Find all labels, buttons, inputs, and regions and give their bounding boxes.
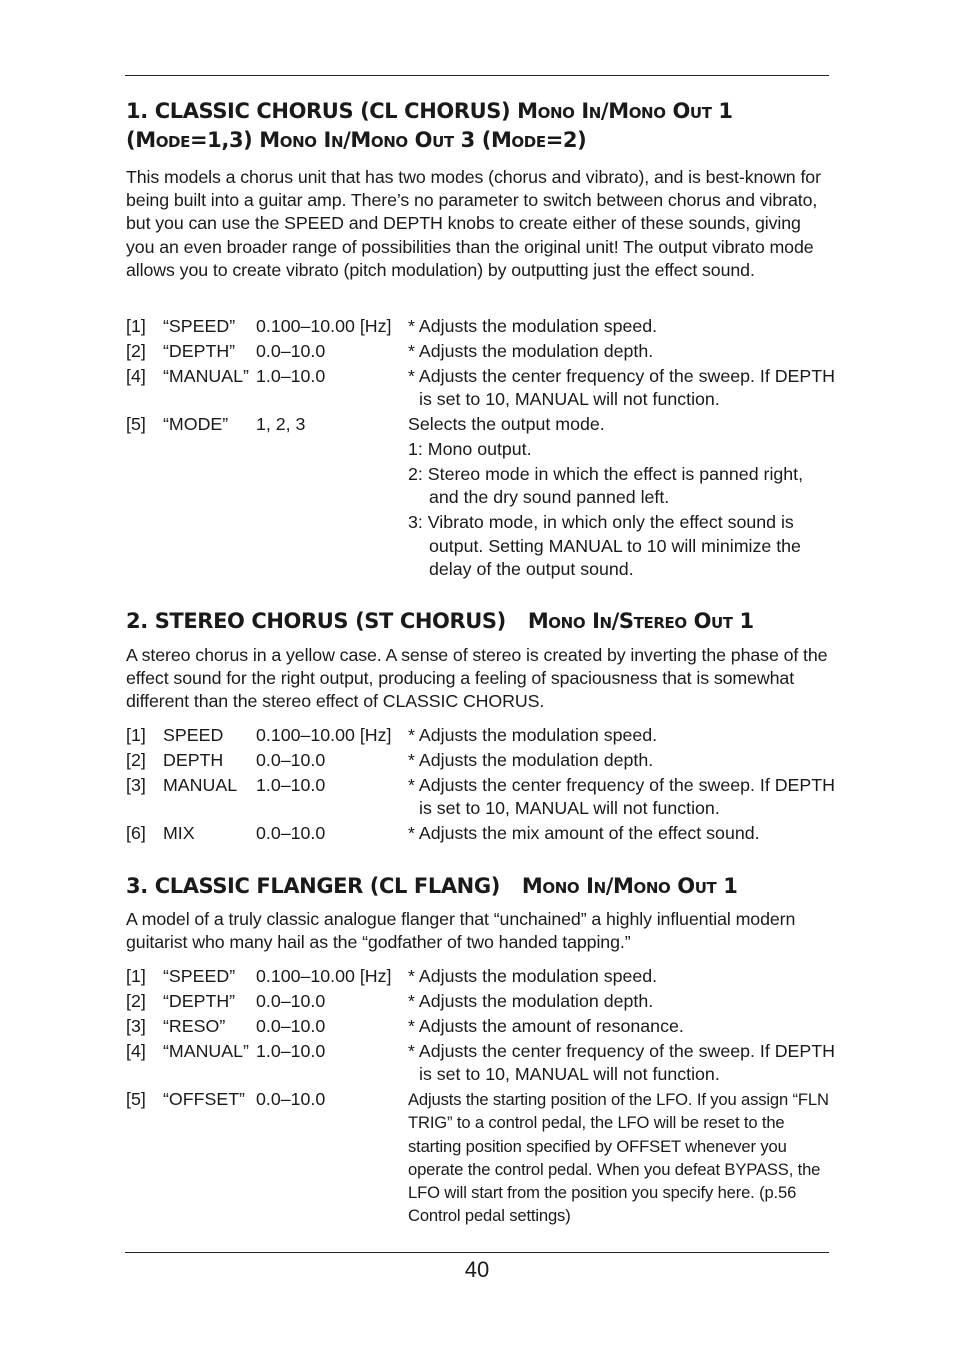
param-range: 0.0–10.0 xyxy=(256,1016,326,1036)
section-1-io-1: Mono In/Mono Out 1 xyxy=(517,99,733,123)
param-row xyxy=(126,749,836,772)
section-1-paren-2: ( xyxy=(474,128,491,152)
param-range: 1.0–10.0 xyxy=(256,366,326,386)
param-row xyxy=(126,1088,836,1227)
param-name: DEPTH xyxy=(163,750,224,770)
param-range: 0.0–10.0 xyxy=(256,991,326,1011)
param-row xyxy=(126,822,836,845)
param-name: MANUAL xyxy=(163,775,238,795)
param-desc: Adjusts the starting position of the LFO. If you assign “FLN TRIG” to a control pedal, the LFO will be reset to the starting position specified by OFFSET whenever you operate the control pedal. When you defeat BYPASS, the LFO will start from the position you specify here. (p.56 Control pedal settings) xyxy=(408,1090,829,1226)
param-number: [2] xyxy=(126,750,146,770)
param-name: SPEED xyxy=(163,725,224,745)
section-1-mode-label: Mode xyxy=(135,128,190,152)
param-range: 0.0–10.0 xyxy=(256,341,326,361)
param-desc: Selects the output mode. xyxy=(408,414,605,435)
param-range: 1, 2, 3 xyxy=(256,414,306,435)
param-desc: * Adjusts the mix amount of the effect sound. xyxy=(408,823,760,844)
param-row xyxy=(126,774,836,820)
section-2-params xyxy=(126,724,836,845)
section-1-heading xyxy=(126,97,830,155)
param-name: “DEPTH” xyxy=(163,991,236,1011)
param-number: [2] xyxy=(126,991,146,1011)
param-range: 0.0–10.0 xyxy=(256,1089,326,1110)
section-2-title: 2. STEREO CHORUS (ST CHORUS) xyxy=(126,609,506,633)
section-3-description: A model of a truly classic analogue flanger that “unchained” a highly influential modern guitarist who many hail as the “godfather of two handed tapping.” xyxy=(126,909,796,953)
section-1-title: 1. CLASSIC CHORUS (CL CHORUS) xyxy=(126,99,511,123)
param-row xyxy=(126,1015,836,1038)
param-range: 0.100–10.00 [Hz] xyxy=(256,966,392,986)
param-desc: * Adjusts the center frequency of the sweep. If DEPTH is set to 10, MANUAL will not function. xyxy=(408,366,835,410)
param-row xyxy=(126,965,836,988)
param-range: 1.0–10.0 xyxy=(256,1041,326,1061)
param-row xyxy=(126,315,836,338)
section-1-params xyxy=(126,315,836,581)
param-number: [2] xyxy=(126,341,146,361)
param-desc: * Adjusts the modulation speed. xyxy=(408,725,658,745)
mode-option: 2: Stereo mode in which the effect is panned right, and the dry sound panned left. xyxy=(408,464,804,508)
mode-option: 3: Vibrato mode, in which only the effect sound is output. Setting MANUAL to 10 will minimize the delay of the output sound. xyxy=(408,512,801,579)
param-number: [1] xyxy=(126,966,146,986)
param-name: “OFFSET” xyxy=(163,1089,245,1110)
param-number: [5] xyxy=(126,414,146,435)
section-2-io: Mono In/Stereo Out 1 xyxy=(527,609,754,633)
param-number: [1] xyxy=(126,316,146,336)
param-row xyxy=(126,1040,836,1086)
param-desc: * Adjusts the center frequency of the sweep. If DEPTH is set to 10, MANUAL will not function. xyxy=(408,775,835,819)
mode-option: 1: Mono output. xyxy=(408,439,532,460)
param-number: [6] xyxy=(126,823,146,844)
section-1-mode-label-2: Mode xyxy=(490,128,546,152)
section-3-title: 3. CLASSIC FLANGER (CL FLANG) xyxy=(126,874,500,898)
param-name: “MODE” xyxy=(163,414,229,435)
param-number: [1] xyxy=(126,725,146,745)
param-range: 0.0–10.0 xyxy=(256,750,326,770)
section-1-io-2: Mono In/Mono Out 3 xyxy=(259,128,475,152)
param-desc: * Adjusts the amount of resonance. xyxy=(408,1016,684,1036)
param-desc: * Adjusts the modulation speed. xyxy=(408,316,658,336)
param-desc: * Adjusts the modulation speed. xyxy=(408,966,658,986)
section-1-mode-values: =1,3) xyxy=(189,128,260,152)
param-row xyxy=(126,724,836,747)
section-3-params xyxy=(126,965,836,1227)
param-range: 0.0–10.0 xyxy=(256,823,326,844)
section-1-description: This models a chorus unit that has two modes (chorus and vibrato), and is best-known for being built into a guitar amp. There’s no parameter to switch between chorus and vibrato, but you can use the SPEED and DEPTH knobs to create either of these sounds, giving you an even broader range of possibilities than the original unit! The output vibrato mode allows you to create vibrato (pitch modulation) by outputting just the effect sound. xyxy=(126,167,821,280)
param-range: 0.100–10.00 [Hz] xyxy=(256,725,392,745)
section-1-mode-value-2: =2) xyxy=(545,128,587,152)
section-2-heading xyxy=(126,607,830,636)
param-name: MIX xyxy=(163,823,195,844)
param-row xyxy=(126,340,836,363)
param-row xyxy=(126,990,836,1013)
top-rule xyxy=(125,75,829,76)
param-desc: * Adjusts the modulation depth. xyxy=(408,750,654,770)
param-row xyxy=(126,413,836,581)
param-name: “RESO” xyxy=(163,1016,226,1036)
section-2-description: A stereo chorus in a yellow case. A sense of stereo is created by inverting the phase of the effect sound for the right output, producing a feeling of spaciousness that is somewhat different than the stereo effect of CLASSIC CHORUS. xyxy=(126,645,828,712)
param-desc: * Adjusts the modulation depth. xyxy=(408,991,654,1011)
param-number: [4] xyxy=(126,366,146,386)
param-name: “MANUAL” xyxy=(163,366,249,386)
section-3-io: Mono In/Mono Out 1 xyxy=(521,874,738,898)
param-range: 1.0–10.0 xyxy=(256,775,326,795)
param-name: “SPEED” xyxy=(163,966,236,986)
param-name: “MANUAL” xyxy=(163,1041,249,1061)
section-3-heading xyxy=(126,872,830,901)
param-desc: * Adjusts the modulation depth. xyxy=(408,341,654,361)
param-number: [3] xyxy=(126,1016,146,1036)
param-desc: * Adjusts the center frequency of the sweep. If DEPTH is set to 10, MANUAL will not function. xyxy=(408,1041,835,1085)
param-range: 0.100–10.00 [Hz] xyxy=(256,316,392,336)
param-name: “SPEED” xyxy=(163,316,236,336)
param-row xyxy=(126,365,836,411)
param-number: [4] xyxy=(126,1041,146,1061)
bottom-rule xyxy=(125,1252,829,1253)
param-number: [3] xyxy=(126,775,146,795)
param-number: [5] xyxy=(126,1089,146,1110)
page-number: 40 xyxy=(464,1257,490,1282)
section-1-paren: ( xyxy=(126,128,136,152)
param-name: “DEPTH” xyxy=(163,341,236,361)
